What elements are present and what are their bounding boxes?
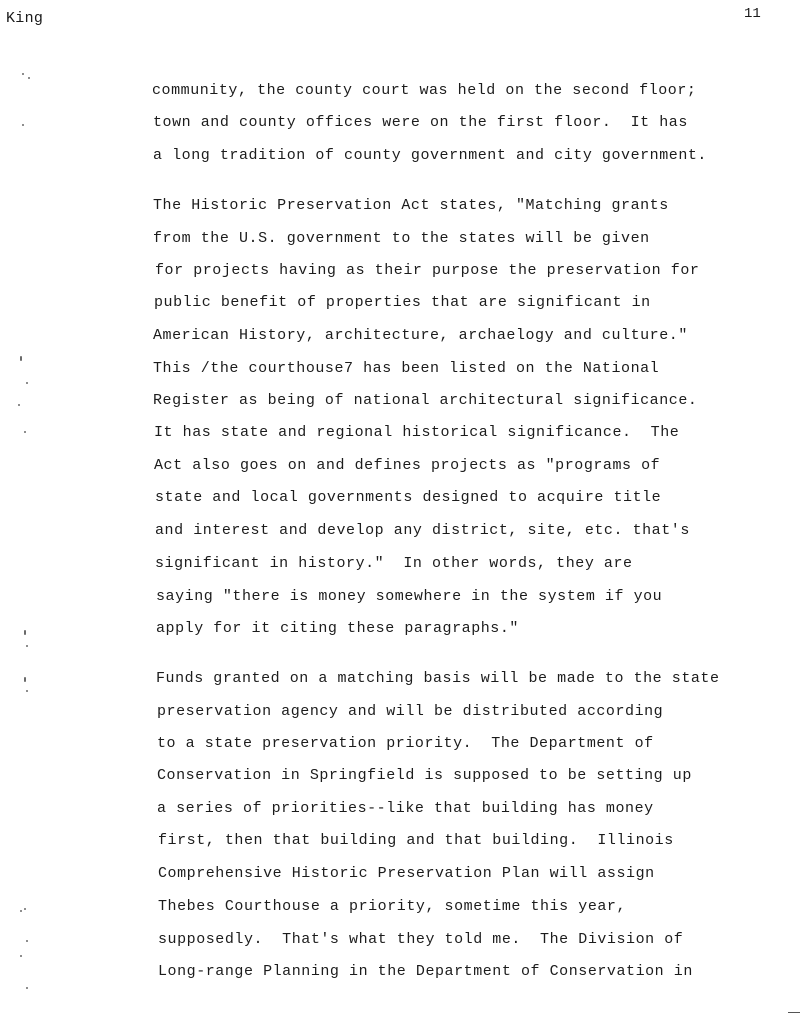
scan-speck bbox=[26, 382, 28, 384]
scan-speck bbox=[24, 677, 26, 682]
scan-speck bbox=[26, 940, 28, 942]
text-line: to a state preservation priority. The Department of bbox=[157, 735, 654, 752]
scan-speck bbox=[28, 77, 30, 79]
scan-speck bbox=[24, 908, 26, 910]
text-line: significant in history." In other words, they are bbox=[155, 555, 633, 572]
text-line: community, the county court was held on the second floor; bbox=[152, 82, 697, 99]
text-line: saying "there is money somewhere in the system if you bbox=[156, 588, 663, 605]
text-line: town and county offices were on the first floor. It has bbox=[153, 114, 688, 131]
text-line: a long tradition of county government and city government. bbox=[153, 147, 707, 164]
text-line: a series of priorities--like that building has money bbox=[157, 800, 654, 817]
text-line: Conservation in Springfield is supposed to be setting up bbox=[157, 767, 692, 784]
scan-speck bbox=[24, 630, 26, 635]
text-line: for projects having as their purpose the preservation for bbox=[155, 262, 700, 279]
text-line: public benefit of properties that are significant in bbox=[154, 294, 651, 311]
text-line: Act also goes on and defines projects as "programs of bbox=[154, 457, 661, 474]
text-line: and interest and develop any district, site, etc. that's bbox=[155, 522, 690, 539]
text-line: first, then that building and that building. Illinois bbox=[158, 832, 674, 849]
scan-speck bbox=[22, 73, 24, 75]
scan-speck bbox=[26, 645, 28, 647]
text-line: This /the courthouse7 has been listed on the National bbox=[153, 360, 660, 377]
text-line: Comprehensive Historic Preservation Plan will assign bbox=[158, 865, 655, 882]
page-number: 11 bbox=[744, 6, 761, 22]
scan-speck bbox=[26, 690, 28, 692]
scan-speck bbox=[24, 431, 26, 433]
text-line: It has state and regional historical significance. The bbox=[154, 424, 680, 441]
text-line: supposedly. That's what they told me. The Division of bbox=[158, 931, 684, 948]
text-line: from the U.S. government to the states will be given bbox=[153, 230, 650, 247]
text-line: Funds granted on a matching basis will be made to the state bbox=[156, 670, 720, 687]
text-line: state and local governments designed to acquire title bbox=[155, 489, 662, 506]
header-author: King bbox=[6, 10, 44, 27]
text-line: Thebes Courthouse a priority, sometime this year, bbox=[158, 898, 627, 915]
scan-speck bbox=[20, 955, 22, 957]
text-line: preservation agency and will be distributed according bbox=[157, 703, 664, 720]
scan-speck bbox=[20, 910, 22, 912]
edge-mark bbox=[788, 1012, 800, 1013]
scan-speck bbox=[20, 356, 22, 361]
text-line: Register as being of national architectural significance. bbox=[153, 392, 698, 409]
text-line: American History, architecture, archaelogy and culture." bbox=[153, 327, 688, 344]
scan-speck bbox=[26, 987, 28, 989]
text-line: The Historic Preservation Act states, "Matching grants bbox=[153, 197, 669, 214]
text-line: apply for it citing these paragraphs." bbox=[156, 620, 519, 637]
scan-speck bbox=[22, 124, 24, 126]
text-line: Long-range Planning in the Department of Conservation in bbox=[158, 963, 693, 980]
scan-speck bbox=[18, 404, 20, 406]
